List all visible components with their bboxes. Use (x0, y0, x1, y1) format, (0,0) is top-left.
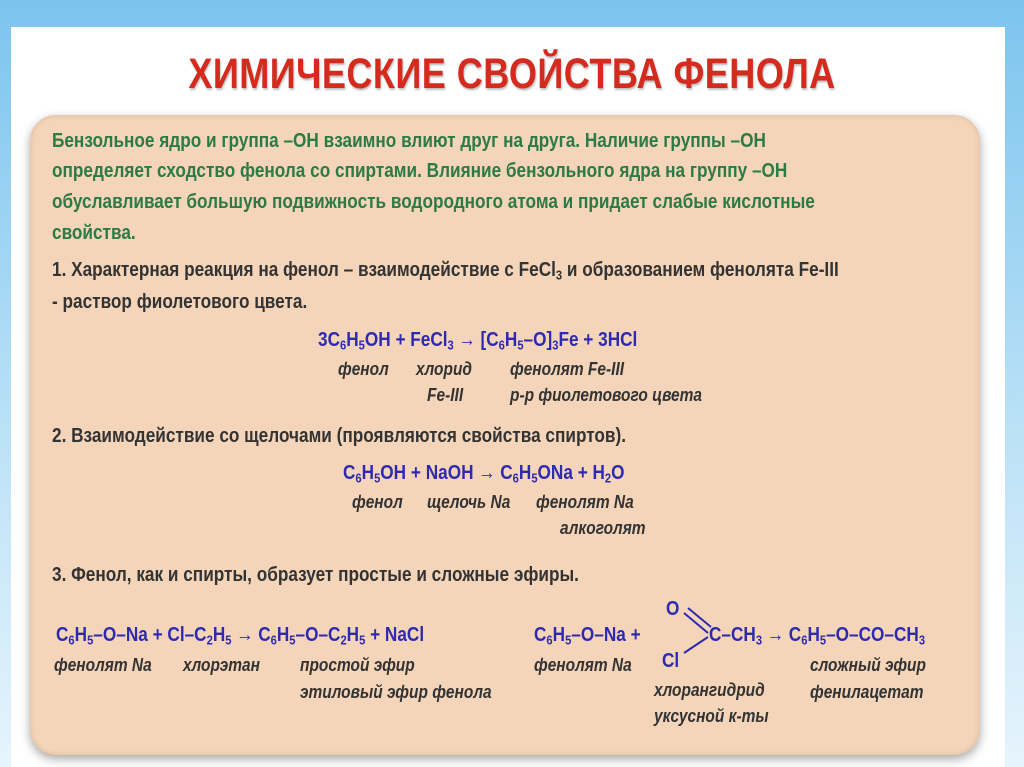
label-alkogolyat: алкоголят (560, 518, 646, 538)
equation-ether: $C_6H_5-O-Na + Cl-C_2H_5 \to C_6H_5-O-C_2H_5$ + NaCl (56, 624, 425, 648)
intro-line-1: Бензольное ядро и группа –ОН взаимно влиют друг на друга. Наличие группы –ОН (52, 130, 766, 152)
label-shchelochi: щелочь Na (427, 492, 511, 512)
intro-line-3: обуславливает большую подвижность водородного атома и придает слабые кислотные (52, 191, 815, 213)
label-chlorid: хлорид (416, 359, 472, 379)
label-fenolyat-na-1: фенолят Na (536, 492, 634, 512)
section1-heading-line1: 1. Характерная реакция на фенол – взаимодействие с FeCl$_3$ и образованием фенолята Fe-III (52, 259, 839, 283)
label-chlorangidrid: хлорангидрид (654, 680, 765, 700)
intro-line-4: свойства. (52, 222, 136, 244)
equation-ester-right: $C-CH_3 \to C_6H_5-O-CO-CH_3$ (709, 624, 926, 648)
label-fenolyat-fe3: фенолят Fe-III (510, 359, 625, 379)
label-fenolyat-na-3: фенолят Na (534, 655, 632, 675)
acyl-chlorine: Cl (662, 650, 680, 672)
label-chloretan: хлорэтан (183, 655, 261, 675)
label-uksusnoy: уксусной к-ты (654, 706, 769, 726)
label-fenolyat-na-2: фенолят Na (54, 655, 152, 675)
section1-heading-line2: - раствор фиолетового цвета. (52, 291, 308, 313)
label-fenol-1: фенол (338, 359, 389, 379)
label-prostoy-efir: простой эфир (300, 655, 415, 675)
page-title: ХИМИЧЕСКИЕ СВОЙСТВА ФЕНОЛА (188, 50, 836, 98)
label-fenol-2: фенол (352, 492, 403, 512)
equation-naoh: $C_6H_5OH$ + NaOH → $C_6H_5ONa + H_2O$ (343, 462, 625, 486)
label-fe3: Fe-III (427, 385, 464, 405)
section3-heading: 3. Фенол, как и спирты, образует простые и сложные эфиры. (52, 564, 579, 586)
label-fenilacetat: фенилацетат (810, 682, 924, 702)
label-slozhny-efir: сложный эфир (810, 655, 926, 675)
label-etiloviy-efir: этиловый эфир фенола (300, 682, 492, 702)
equation-fecl3: $3C_6H_5OH$ + FeCl$_3$ → $[C_6H_5-O]_3Fe + 3HCl$ (318, 329, 638, 353)
section2-heading: 2. Взаимодействие со щелочами (проявляются свойства спиртов). (52, 425, 627, 447)
label-rr-violet: р-р фиолетового цвета (510, 385, 703, 405)
equation-ester-left: $C_6H_5-O-Na$ + (534, 624, 641, 648)
intro-line-2: определяет сходство фенола со спиртами. Влияние бензольного ядра на группу –ОН (52, 160, 788, 182)
acyl-oxygen: O (666, 598, 680, 620)
